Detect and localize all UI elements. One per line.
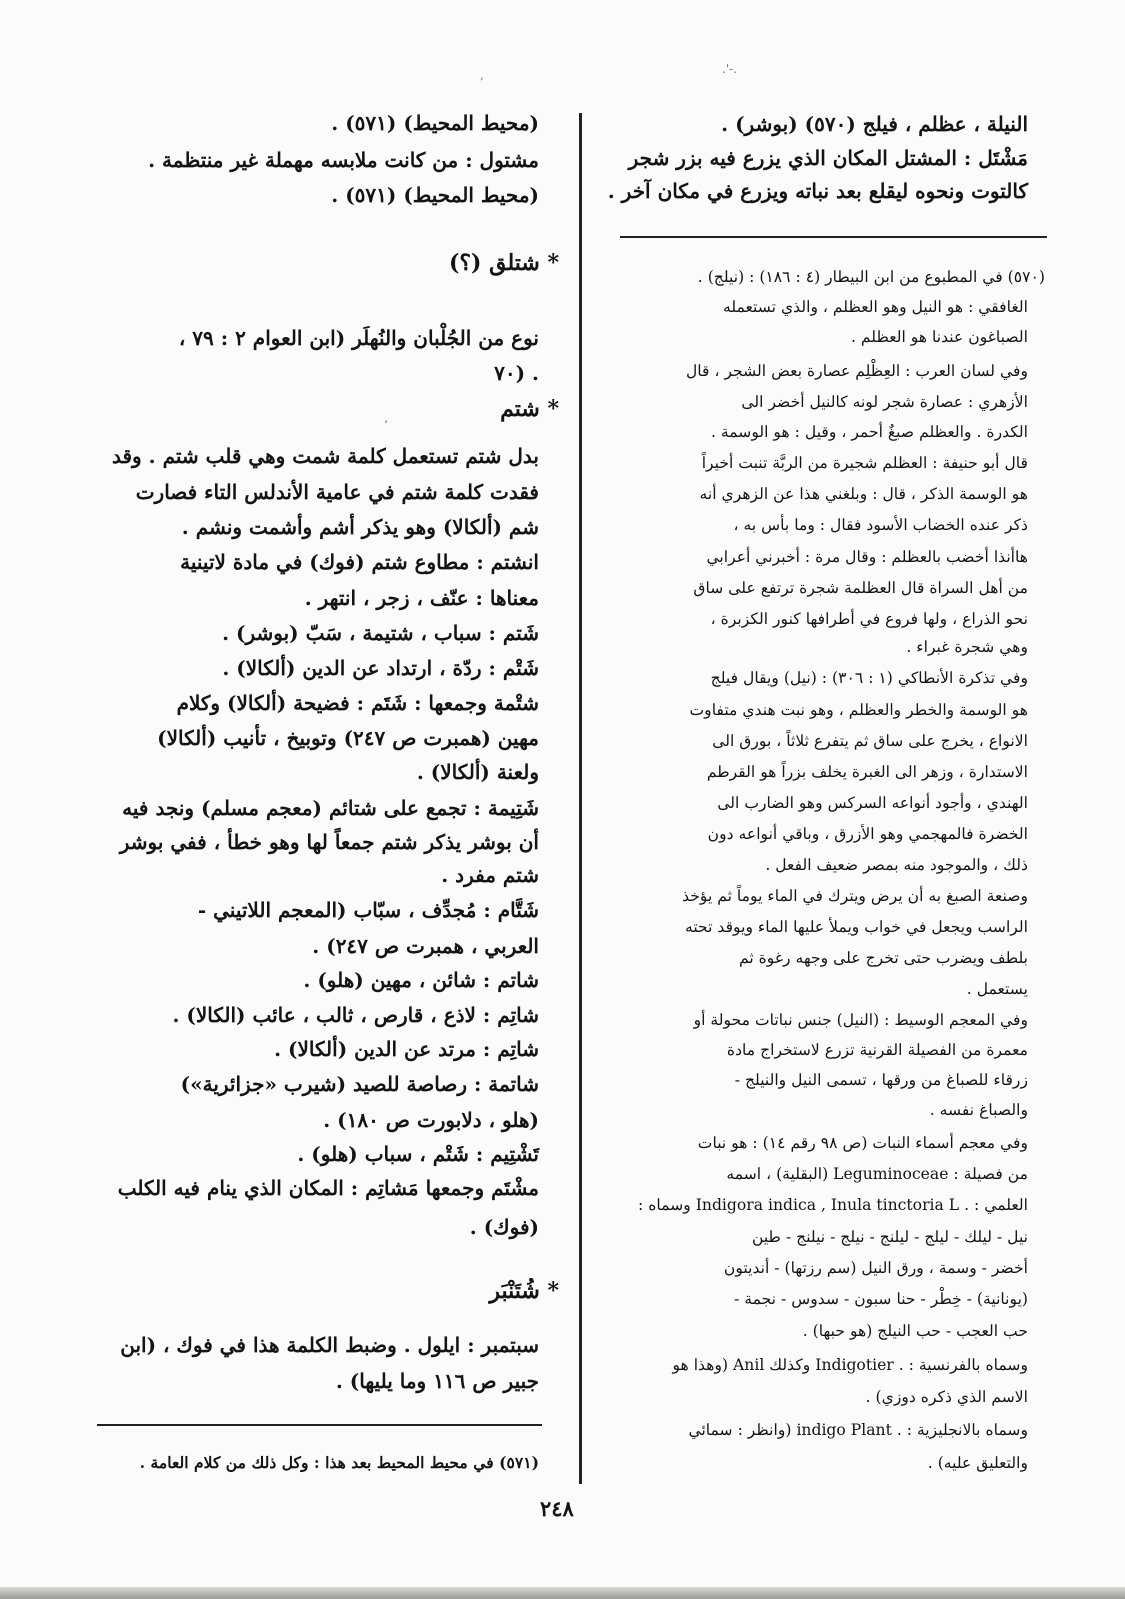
footnote-line: الراسب ويجعل في خواب ويملأ عليها الماء ويوقد تحته — [684, 918, 1028, 936]
footnote-line: وفي معجم أسماء النبات (ص ٩٨ رقم ١٤) : هو نبات — [697, 1134, 1028, 1152]
footnote-line: والتعليق عليه) . — [927, 1454, 1028, 1472]
footnote-separator-right — [620, 236, 1047, 238]
column-divider — [579, 113, 582, 1484]
left-footnote: (٥٧١) في محيط المحيط بعد هذا : وكل ذلك من كلام العامة . — [139, 1453, 539, 1472]
footnote-line: هاأنذا أخضب بالعظلم : وقال مرة : أخبرني أعرابي — [706, 548, 1028, 566]
footnote-line: الأزهري : عصارة شجر لونه كالنيل أخضر الى — [741, 393, 1028, 411]
footnote-line: وفي لسان العرب : العِظْلِم عصارة بعض الشجر ، قال — [685, 362, 1028, 380]
footnote-line: وسماه بالفرنسية : . Indigotier وكذلك Anil (وهذا هو — [672, 1356, 1028, 1374]
entry-line: أن بوشر يذكر شتم جمعاً لها وهو خطأ ، ففي بوشر — [119, 830, 539, 854]
entry-line: العربي ، همبرت ص ٢٤٧) . — [312, 934, 539, 958]
entry-line: مشْتَم وجمعها مَشاتِم : المكان الذي ينام فيه الكلب — [117, 1176, 539, 1200]
entry-line: شم (ألكالا) وهو يذكر أشم وأشمت ونشم . — [181, 515, 539, 539]
entry-line: شاتم : شائن ، مهين (هلو) . — [303, 968, 539, 992]
footnote-line: معمرة من الفصيلة القرنية تزرع لاستخراج مادة — [726, 1041, 1028, 1059]
document-page: .-'. , ، النيلة ، عظلم ، فيلج (٥٧٠) (بوشر) . مَشْتَل : المشتل المكان الذي يزرع فيه بزر شجر كالتوت ونحوه ليقلع بعد نباته ويزرع في مكان آخر . (٥٧٠) في المطبوع من ابن البيطار (٤ : ١٨٦) : (نيلج) . الغافقي : هو النيل وهو العظلم ، والذي تستعمله الصباغون عندنا هو العظلم . وفي لسان العرب : العِظْلِم عصارة بعض الشجر ، قال الأزهري : عصارة شجر لونه كالنيل أخضر الى الكدرة . والعظلم صبغٌ أحمر ، وقيل : هو الوسمة . قال أبو حنيفة : العظلم شجيرة من الربَّة تنبت أخيراً هو الوسمة الذكر ، قال : وبلغني هذا عن الزهري أنه ذكر عنده الخضاب الأسود فقال : وما بأس به ، هاأنذا أخضب بالعظلم : وقال مرة : أخبرني أعرابي من أهل السراة قال العظلمة شجرة ترتفع على ساق نحو الذراع ، ولها فروع في أطرافها كنور الكزبرة ، وهي شجرة غبراء . وفي تذكرة الأنطاكي (١ : ٣٠٦) : (نيل) ويقال فيلج هو الوسمة والخطر والعظلم ، وهو نبت هندي متفاوت الانواع ، يخرج على ساق ثم يتفرع ثلاثاً ، بورق الى الاستدارة ، وزهر الى الغبرة يخلف بزراً هو القرطم الهندي ، وأجود أنواعه السركس وهو الضارب الى الخضرة فالمهجمي وهو الأزرق ، وباقي أنواعه دون ذلك ، والموجود منه بمصر ضعيف الفعل . وصنعة الصبغ به أن يرض ويترك في الماء يوماً ثم يؤخذ الراسب ويجعل في خواب ويملأ عليها الماء ويوقد تحته بلطف ويضرب حتى تخرج على وجهه رغوة ثم يستعمل . وفي المعجم الوسيط : (النيل) جنس نباتات محولة أو معمرة من الفصيلة القرنية تزرع لاستخراج مادة زرقاء للصباغ من ورقها ، تسمى النيل والنيلج - والصباغ نفسه . وفي معجم أسماء النبات (ص ٩٨ رقم ١٤) : هو نبات من فصيلة : Leguminoceae (البقلية) ، اسمه العلمي : . Indigora indica , Inula tinctoria L وسماه : نيل - ليلك - ليلج - ليلنج - نيلج - نيلنج - طين أخضر - وسمة ، ورق النيل (سم رزتها) - أنديتون (يونانية) - خِطْر - حنا سبون - سدوس - نجمة - حب العجب - حب النيلج (هو حبها) . وسماه بالفرنسية : . Indigotier وكذلك Anil (وهذا هو الاسم الذي ذكره دوزي) . وسماه بالانجليزية : . indigo Plant (وانظر : سمائي والتعليق عليه) . (محيط المحيط) (٥٧١) . مشتول : من كانت ملابسه مهملة غير منتظمة . (محيط المحيط) (٥٧١) . * شتلق (؟) نوع من الجُلْبان والنُهلَر (ابن العوام ٢ : ٧٩ ، ٧٠) . * شتم بدل شتم تستعمل كلمة شمت وهي قلب شتم . وقد فقدت كلمة شتم في عامية الأندلس التاء فصارت شم (ألكالا) وهو يذكر أشم وأشمت ونشم . انشتم : مطاوع شتم (فوك) في مادة لاتينية معناها : عنّف ، زجر ، انتهر . شَتم : سباب ، شتيمة ، سَبّ (بوشر) . شَتْم : ردّة ، ارتداد عن الدين (ألكالا) . شتْمة وجمعها : شَتَم : فضيحة (ألكالا) وكلام مهين (همبرت ص ٢٤٧) وتوبيخ ، تأنيب (ألكالا) ولعنة (ألكالا) . شَتِيمة : تجمع على شتائم (معجم مسلم) ونجد فيه أن بوشر يذكر شتم جمعاً لها وهو خطأ ، ففي بوشر شتم مفرد . شَتَّام : مُجدِّف ، سبّاب (المعجم اللاتيني - العربي ، همبرت ص ٢٤٧) . شاتم : شائن ، مهين (هلو) . شاتِم : لاذع ، قارص ، ثالب ، عائب (الكالا) . شاتِم : مرتد عن الدين (ألكالا) . شاتمة : رصاصة للصيد (شيرب «جزائرية») (هلو ، دلابورت ص ١٨٠) . تَشْتِيم : شَتْم ، سباب (هلو) . مشْتَم وجمعها مَشاتِم : المكان الذي ينام فيه الكلب (فوك) . * شُتَنْبَر سبتمبر : ايلول . وضبط الكلمة هذا في فوك ، (ابن جبير ص ١١٦ وما يليها) . (٥٧١) في محيط المحيط بعد هذا : وكل ذلك من كلام العامة . ٢٤٨ — [0, 0, 1125, 1599]
entry-line: فقدت كلمة شتم في عامية الأندلس التاء فصارت — [135, 480, 539, 504]
footnote-line: نحو الذراع ، ولها فروع في أطرافها كنور الكزبرة ، — [710, 610, 1028, 628]
footnote-line: (٥٧٠) في المطبوع من ابن البيطار (٤ : ١٨٦) : (نيلج) . — [697, 268, 1045, 286]
page-number: ٢٤٨ — [540, 1496, 574, 1521]
entry-line: شَتم : سباب ، شتيمة ، سَبّ (بوشر) . — [222, 621, 539, 645]
entry-line: شَتَّام : مُجدِّف ، سبّاب (المعجم اللاتيني - — [197, 898, 539, 922]
entry-line: تَشْتِيم : شَتْم ، سباب (هلو) . — [297, 1142, 539, 1166]
footnote-line: ذكر عنده الخضاب الأسود فقال : وما بأس به ، — [733, 516, 1028, 534]
footnote-line: الانواع ، يخرج على ساق ثم يتفرع ثلاثاً ، بورق الى — [712, 732, 1028, 750]
footnote-line: الهندي ، وأجود أنواعه السركس وهو الضارب الى — [717, 794, 1028, 812]
entry-line: شاتِم : لاذع ، قارص ، ثالب ، عائب (الكالا) . — [172, 1003, 539, 1027]
entry-line: شتم مفرد . — [441, 863, 539, 887]
footnote-line: زرقاء للصباغ من ورقها ، تسمى النيل والنيلج - — [734, 1071, 1028, 1089]
entry-line: ولعنة (ألكالا) . — [416, 760, 539, 784]
entry-line: شَتْم : ردّة ، ارتداد عن الدين (ألكالا) . — [222, 656, 539, 680]
entry-line: نوع من الجُلْبان والنُهلَر (ابن العوام ٢ : ٧٩ ، — [178, 326, 539, 350]
right-intro-line: كالتوت ونحوه ليقلع بعد نباته ويزرع في مكان آخر . — [607, 179, 1028, 203]
footnote-separator-left — [97, 1424, 542, 1426]
footnote-line: بلطف ويضرب حتى تخرج على وجهه رغوة ثم — [738, 949, 1028, 967]
footnote-line: وهي شجرة غبراء . — [906, 638, 1028, 656]
entry-line: (هلو ، دلابورت ص ١٨٠) . — [323, 1108, 539, 1132]
entry-line: جبير ص ١١٦ وما يليها) . — [335, 1369, 539, 1393]
entry-line: شاتمة : رصاصة للصيد (شيرب «جزائرية») — [180, 1072, 539, 1096]
footnote-line: الغافقي : هو النيل وهو العظلم ، والذي تستعمله — [723, 298, 1028, 316]
left-intro-line: (محيط المحيط) (٥٧١) . — [331, 111, 539, 135]
entry-heading: * شتم — [500, 396, 559, 422]
footnote-line: العلمي : . Indigora indica , Inula tinctoria L وسماه : — [638, 1196, 1028, 1214]
footnote-line: قال أبو حنيفة : العظلم شجيرة من الربَّة تنبت أخيراً — [701, 454, 1028, 472]
footnote-line: أخضر - وسمة ، ورق النيل (سم رزتها) - أنديتون — [723, 1259, 1028, 1277]
footnote-line: الاسم الذي ذكره دوزي) . — [865, 1388, 1028, 1406]
right-intro-line: مَشْتَل : المشتل المكان الذي يزرع فيه بزر شجر — [628, 146, 1028, 170]
footnote-line: يستعمل . — [966, 980, 1028, 998]
footnote-line: وصنعة الصبغ به أن يرض ويترك في الماء يوماً ثم يؤخذ — [682, 887, 1028, 905]
entry-line: (فوك) . — [469, 1215, 539, 1239]
footnote-line: ذلك ، والموجود منه بمصر ضعيف الفعل . — [765, 856, 1028, 874]
footnote-line: هو الوسمة والخطر والعظلم ، وهو نبت هندي متفاوت — [689, 701, 1028, 719]
footnote-line: والصباغ نفسه . — [929, 1101, 1028, 1119]
footnote-line: حب العجب - حب النيلج (هو حبها) . — [802, 1322, 1028, 1340]
entry-line: ٧٠) . — [494, 361, 539, 385]
footnote-line: من فصيلة : Leguminoceae (البقلية) ، اسمه — [726, 1165, 1028, 1183]
footnote-line: الاستدارة ، وزهر الى الغبرة يخلف بزراً هو القرطم — [706, 763, 1028, 781]
right-intro-line: النيلة ، عظلم ، فيلج (٥٧٠) (بوشر) . — [721, 112, 1028, 136]
footnote-line: هو الوسمة الذكر ، قال : وبلغني هذا عن الزهري أنه — [699, 485, 1028, 503]
footnote-line: نيل - ليلك - ليلج - ليلنج - نيلج - نيلنج - طين — [751, 1228, 1028, 1246]
entry-line: بدل شتم تستعمل كلمة شمت وهي قلب شتم . وقد — [111, 444, 539, 468]
entry-line: شاتِم : مرتد عن الدين (ألكالا) . — [274, 1037, 539, 1061]
entry-line: مهين (همبرت ص ٢٤٧) وتوبيخ ، تأنيب (ألكالا) — [157, 726, 539, 750]
left-intro-line: (محيط المحيط) (٥٧١) . — [331, 183, 539, 207]
entry-line: سبتمبر : ايلول . وضبط الكلمة هذا في فوك ، (ابن — [120, 1333, 539, 1357]
entry-line: شَتِيمة : تجمع على شتائم (معجم مسلم) ونجد فيه — [122, 796, 539, 820]
entry-line: انشتم : مطاوع شتم (فوك) في مادة لاتينية — [180, 550, 539, 574]
footnote-line: الكدرة . والعظلم صبغٌ أحمر ، وقيل : هو الوسمة . — [710, 423, 1028, 441]
footnote-line: وفي تذكرة الأنطاكي (١ : ٣٠٦) : (نيل) ويقال فيلج — [710, 669, 1028, 687]
left-intro-line: مشتول : من كانت ملابسه مهملة غير منتظمة . — [148, 148, 539, 172]
footnote-line: وفي المعجم الوسيط : (النيل) جنس نباتات محولة أو — [693, 1011, 1028, 1029]
footnote-line: (يونانية) - خِطْر - حنا سبون - سدوس - نجمة - — [734, 1290, 1028, 1308]
footnote-line: وسماه بالانجليزية : . indigo Plant (وانظر : سمائي — [688, 1421, 1028, 1439]
entry-heading: * شتلق (؟) — [448, 250, 559, 276]
entry-line: شتْمة وجمعها : شَتَم : فضيحة (ألكالا) وكلام — [176, 691, 539, 715]
footnote-line: من أهل السراة قال العظلمة شجرة ترتفع على ساق — [693, 579, 1028, 597]
footnote-line: الصباغون عندنا هو العظلم . — [850, 328, 1028, 346]
footnote-line: الخضرة فالمهجمي وهو الأزرق ، وباقي أنواعه دون — [707, 825, 1028, 843]
scan-bottom-edge — [0, 1587, 1125, 1599]
entry-heading: * شُتَنْبَر — [489, 1278, 559, 1304]
entry-line: معناها : عنّف ، زجر ، انتهر . — [304, 586, 539, 610]
